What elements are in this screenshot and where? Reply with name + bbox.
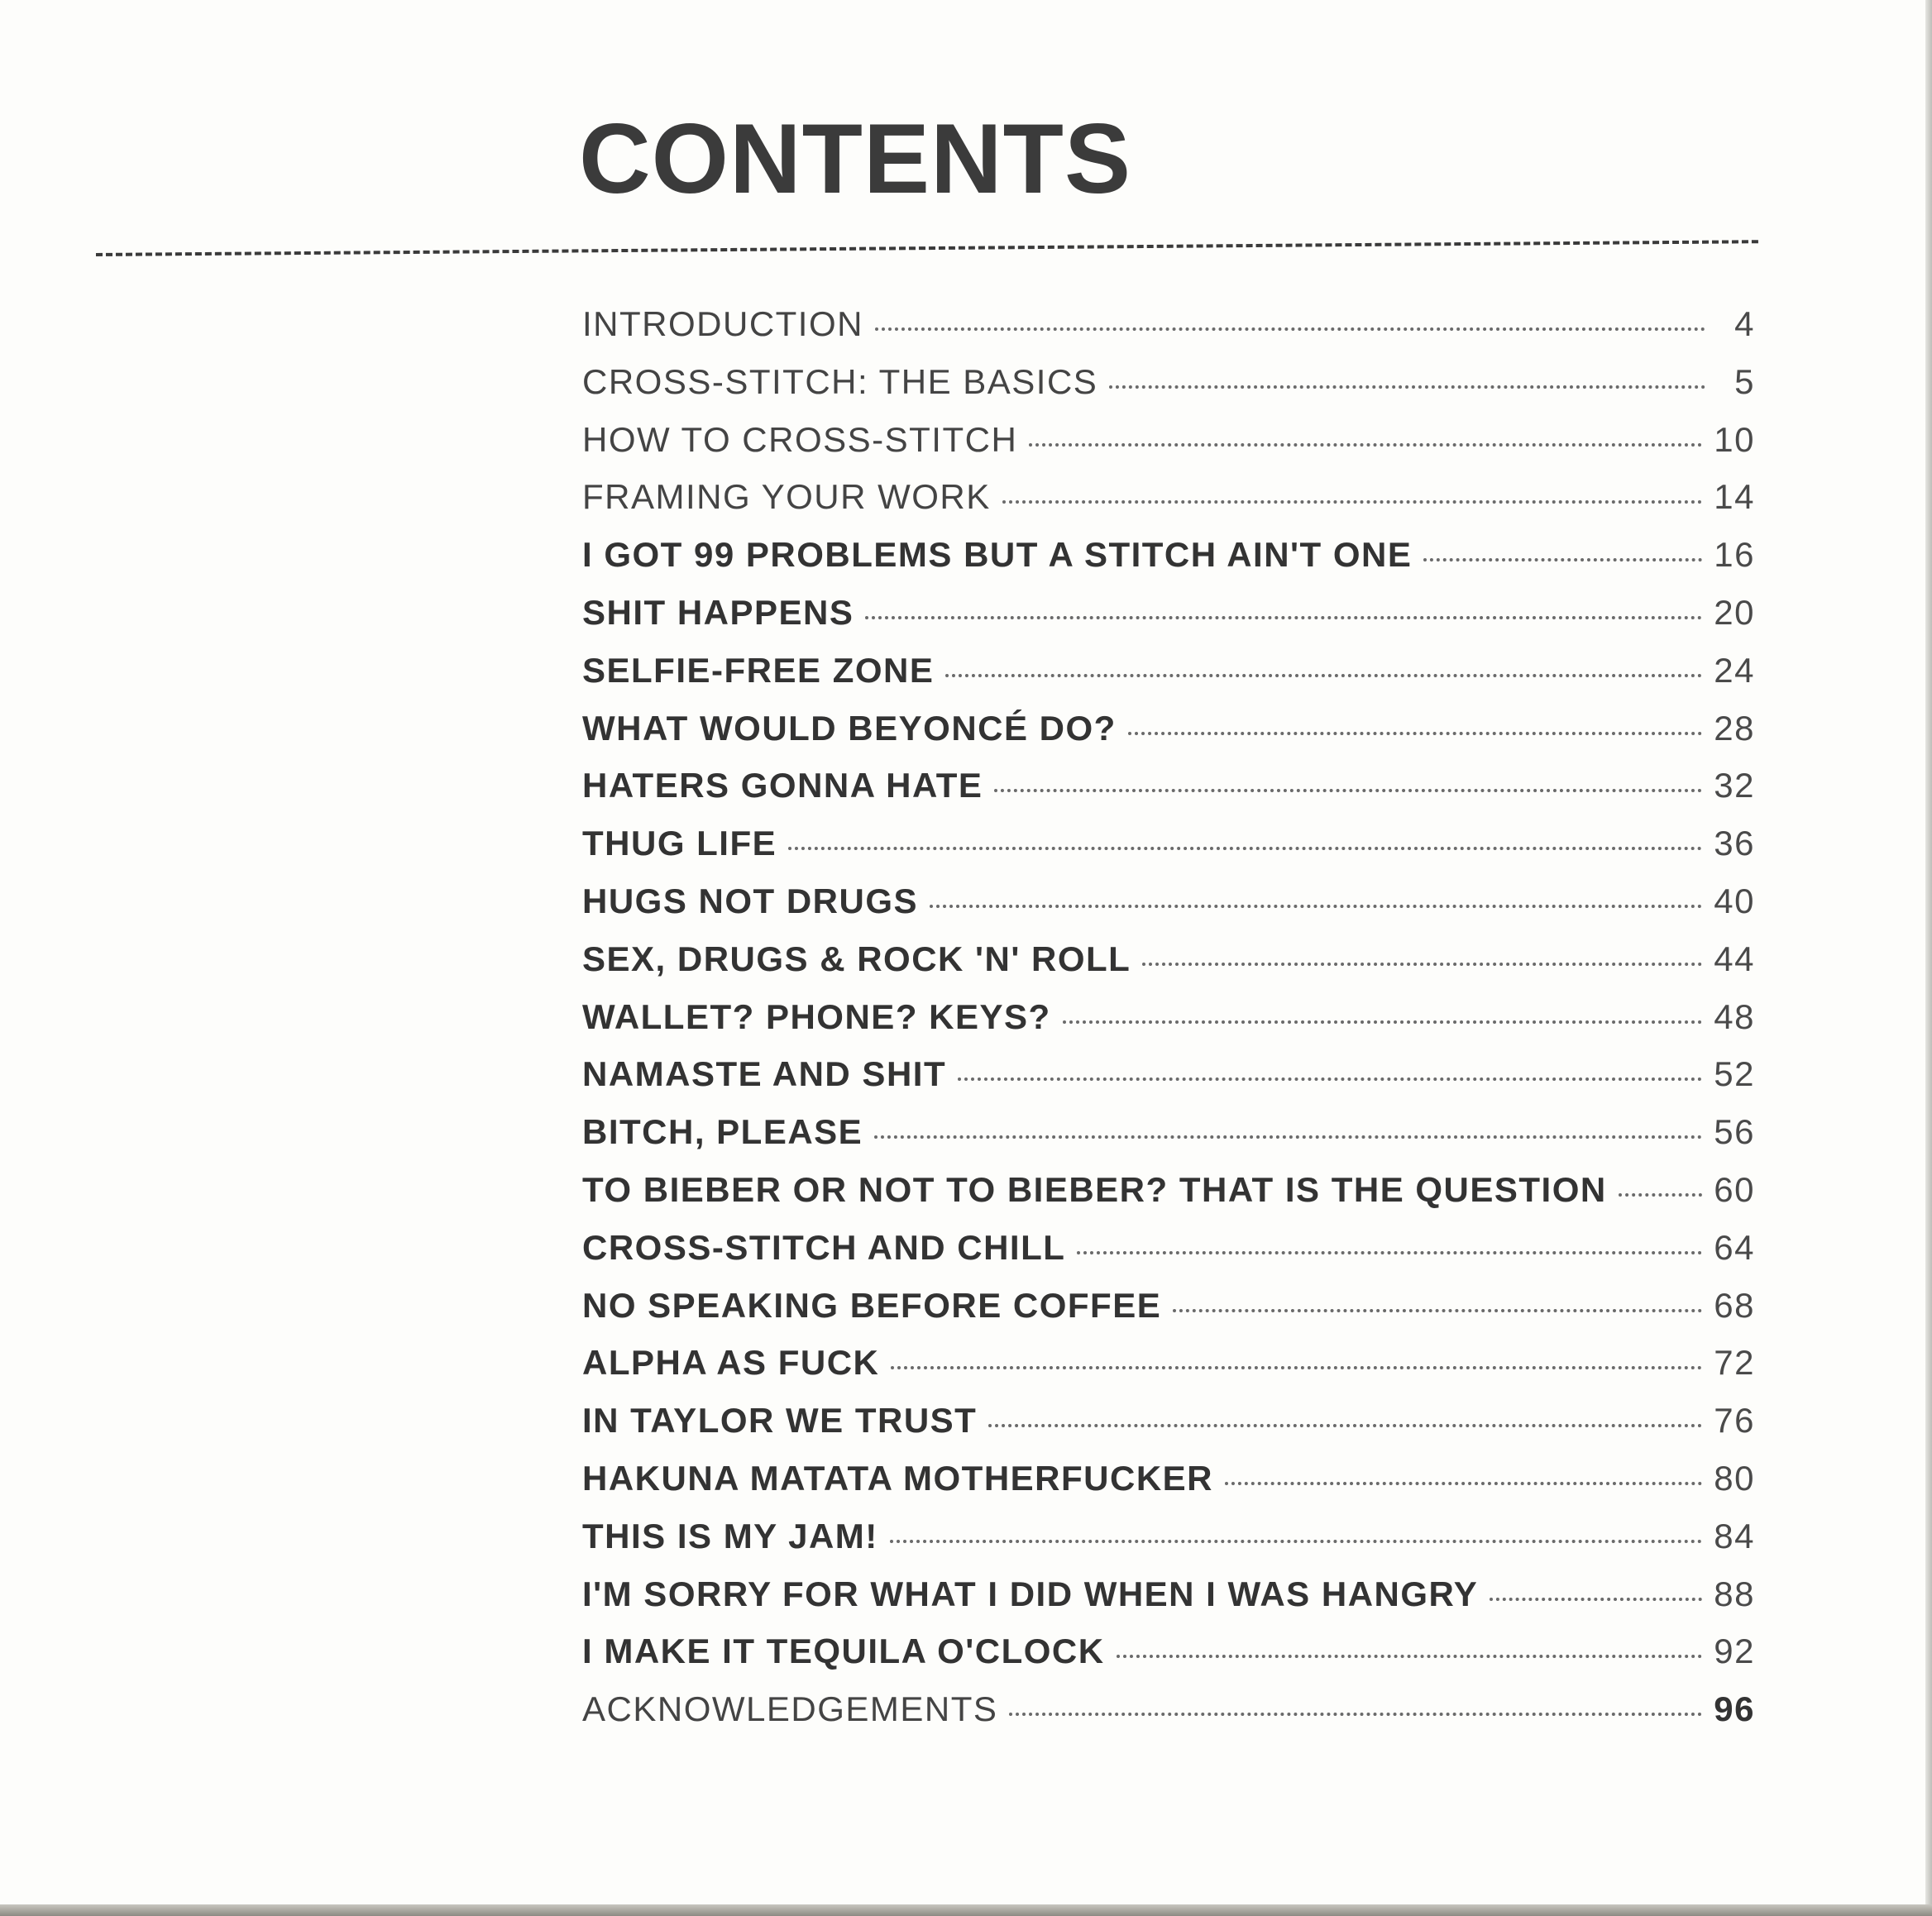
toc-entry[interactable] — [582, 362, 1755, 420]
dot-leader — [930, 905, 1702, 908]
toc-entry-title: ACKNOWLEDGEMENTS — [582, 1689, 998, 1729]
toc-entry-title: HUGS NOT DRUGS — [582, 881, 919, 920]
toc-page-number: 20 — [1714, 592, 1755, 632]
dot-leader — [1490, 1598, 1702, 1601]
toc-page-number: 32 — [1714, 766, 1755, 805]
toc-entry-title: BITCH, PLEASE — [582, 1112, 863, 1152]
dot-leader — [1225, 1482, 1702, 1485]
dot-leader — [1029, 443, 1702, 447]
dot-leader — [788, 847, 1702, 850]
toc-entry-title: IN TAYLOR WE TRUST — [582, 1401, 978, 1441]
toc-entry[interactable] — [582, 882, 1755, 939]
toc-entry-title: HATERS GONNA HATE — [582, 766, 983, 805]
toc-entry[interactable] — [582, 1343, 1755, 1401]
dot-leader — [1002, 500, 1703, 504]
dot-leader — [1009, 1713, 1702, 1716]
toc-entry[interactable] — [582, 824, 1755, 882]
toc-entry-title: I'M SORRY FOR WHAT I DID WHEN I WAS HANGRY — [582, 1574, 1479, 1613]
toc-page-number: 14 — [1714, 477, 1755, 517]
dot-leader — [1128, 732, 1702, 735]
toc-entry-title: CROSS-STITCH AND CHILL — [582, 1227, 1066, 1267]
page-title: CONTENTS — [579, 103, 1131, 214]
toc-entry[interactable] — [582, 420, 1755, 478]
toc-page-number: 48 — [1714, 996, 1755, 1036]
toc-entry[interactable] — [582, 939, 1755, 997]
toc-entry-title: ALPHA AS FUCK — [582, 1343, 880, 1383]
dot-leader — [994, 789, 1702, 792]
toc-entry-title: THUG LIFE — [582, 824, 777, 863]
page-edge-bottom — [0, 1904, 1932, 1916]
toc-entry[interactable] — [582, 304, 1755, 362]
toc-entry-title: SEX, DRUGS & ROCK 'N' ROLL — [582, 939, 1131, 978]
toc-page-number: 68 — [1714, 1285, 1755, 1325]
dot-leader — [875, 327, 1705, 331]
toc-entry[interactable] — [582, 1054, 1755, 1112]
dot-leader — [958, 1077, 1702, 1081]
toc-entry-title: TO BIEBER OR NOT TO BIEBER? THAT IS THE QUESTION — [582, 1169, 1607, 1209]
toc-entry-title: NO SPEAKING BEFORE COFFEE — [582, 1285, 1162, 1325]
toc-page-number: 60 — [1714, 1169, 1755, 1209]
toc-page-number: 24 — [1714, 650, 1755, 690]
dot-leader — [1063, 1020, 1703, 1024]
toc-entry[interactable] — [582, 1112, 1755, 1170]
toc-entry[interactable] — [582, 1401, 1755, 1459]
toc-entry-title: I MAKE IT TEQUILA O'CLOCK — [582, 1632, 1105, 1671]
dot-leader — [890, 1540, 1703, 1543]
dot-leader — [1117, 1655, 1703, 1658]
toc-page-number: 80 — [1714, 1458, 1755, 1498]
toc-page-number: 40 — [1714, 881, 1755, 920]
toc-entry-title: HOW TO CROSS-STITCH — [582, 419, 1018, 459]
toc-entry[interactable] — [582, 1632, 1755, 1689]
toc-entry-title: FRAMING YOUR WORK — [582, 477, 991, 517]
table-of-contents — [582, 304, 1755, 1747]
toc-page-number: 5 — [1734, 361, 1755, 401]
dashed-divider — [96, 240, 1758, 256]
page-edge-right — [1925, 0, 1932, 1916]
toc-entry[interactable] — [582, 766, 1755, 824]
toc-page-number: 76 — [1714, 1401, 1755, 1441]
toc-page-number: 36 — [1714, 824, 1755, 863]
toc-page-number: 44 — [1714, 939, 1755, 978]
toc-entry-title: CROSS-STITCH: THE BASICS — [582, 361, 1098, 401]
toc-entry-title: HAKUNA MATATA MOTHERFUCKER — [582, 1458, 1214, 1498]
dot-leader — [1619, 1193, 1703, 1197]
toc-entry-title: THIS IS MY JAM! — [582, 1516, 878, 1555]
toc-page-number: 56 — [1714, 1112, 1755, 1152]
dot-leader — [891, 1366, 1702, 1369]
toc-page-number: 72 — [1714, 1343, 1755, 1383]
toc-page-number: 4 — [1734, 304, 1755, 343]
toc-entry[interactable] — [582, 1459, 1755, 1517]
toc-entry[interactable] — [582, 1286, 1755, 1344]
dot-leader — [1173, 1309, 1702, 1312]
dot-leader — [945, 674, 1702, 677]
toc-entry-title: I GOT 99 PROBLEMS BUT A STITCH AIN'T ONE — [582, 535, 1413, 575]
toc-entry[interactable] — [582, 535, 1755, 593]
dot-leader — [1077, 1251, 1702, 1254]
toc-page-number: 88 — [1714, 1574, 1755, 1613]
toc-page-number: 96 — [1714, 1689, 1755, 1729]
toc-entry[interactable] — [582, 1170, 1755, 1228]
toc-entry[interactable] — [582, 709, 1755, 767]
toc-entry[interactable] — [582, 477, 1755, 535]
toc-page-number: 52 — [1714, 1054, 1755, 1094]
toc-page-number: 84 — [1714, 1516, 1755, 1555]
toc-page-number: 16 — [1714, 535, 1755, 575]
dot-leader — [988, 1424, 1702, 1427]
toc-entry[interactable] — [582, 1574, 1755, 1632]
toc-entry[interactable] — [582, 1689, 1755, 1747]
toc-entry[interactable] — [582, 1228, 1755, 1286]
toc-page-number: 10 — [1714, 419, 1755, 459]
toc-entry[interactable] — [582, 1517, 1755, 1574]
toc-entry-title: WALLET? PHONE? KEYS? — [582, 996, 1051, 1036]
toc-entry[interactable] — [582, 593, 1755, 651]
toc-entry-title: NAMASTE AND SHIT — [582, 1054, 947, 1094]
dot-leader — [865, 616, 1702, 619]
dot-leader — [874, 1135, 1702, 1139]
toc-page-number: 64 — [1714, 1227, 1755, 1267]
toc-entry-title: WHAT WOULD BEYONCÉ DO? — [582, 708, 1117, 748]
toc-page-number: 28 — [1714, 708, 1755, 748]
toc-page-number: 92 — [1714, 1632, 1755, 1671]
toc-entry[interactable] — [582, 997, 1755, 1055]
toc-entry[interactable] — [582, 651, 1755, 709]
dot-leader — [1142, 963, 1702, 966]
dot-leader — [1109, 385, 1705, 389]
dot-leader — [1423, 558, 1702, 561]
toc-entry-title: SELFIE-FREE ZONE — [582, 650, 935, 690]
toc-entry-title: INTRODUCTION — [582, 304, 863, 343]
toc-entry-title: SHIT HAPPENS — [582, 592, 854, 632]
